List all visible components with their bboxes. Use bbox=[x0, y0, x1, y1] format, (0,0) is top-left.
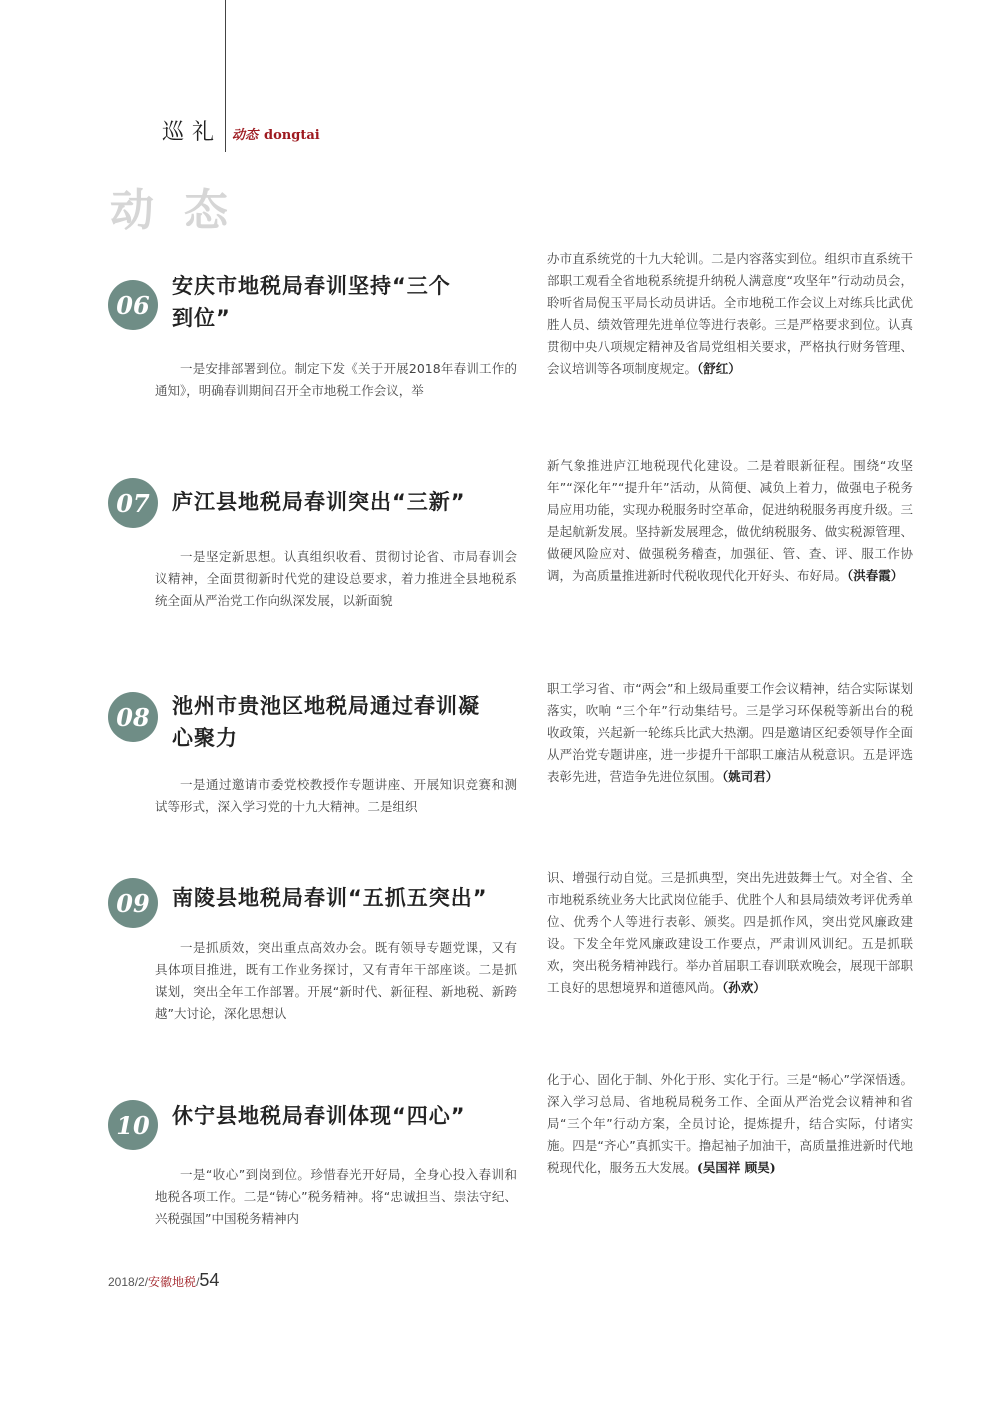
article-body-left: 一是安排部署到位。制定下发《关于开展2018年春训工作的通知》，明确春训期间召开全市地税工作会议，举 bbox=[155, 361, 517, 398]
article-body-left: 一是坚定新思想。认真组织收看、贯彻讨论省、市局春训会议精神，全面贯彻新时代党的建设总要求，着力推进全县地税系统全面从严治党工作向纵深发展，以新面貌 bbox=[155, 549, 517, 608]
article-body-right-text: 化于心、固化于制、外化于形、实化于行。三是“畅心”学深悟透。深入学习总局、省地税局税务工作、全面从严治党会议精神和省局“三个年”行动方案，全员讨论，提炼提升，结合实际，付诸实施。四是“齐心”真抓实干。撸起袖子加油干，高质量推进新时代地税现代化，服务五大发展。 bbox=[547, 1072, 913, 1175]
article-title-line: 庐江县地税局春训突出“三新” bbox=[172, 490, 466, 514]
article-author: （洪春霞） bbox=[847, 568, 904, 583]
article-number-badge: 08 bbox=[108, 692, 158, 742]
article-body-right-text: 职工学习省、市“两会”和上级局重要工作会议精神，结合实际谋划落实，吹响 “三个年”行动集结号。三是学习环保税等新出台的税收政策，兴起新一轮练兵比武大热潮。四是邀请区纪委领导作全面从严治党专题讲座，进一步提升干部职工廉洁从税意识。五是评选表彰先进，营造争先进位氛围。 bbox=[547, 681, 913, 784]
article-title bbox=[172, 882, 488, 914]
article-number-badge: 09 bbox=[108, 878, 158, 928]
article-title-line: 南陵县地税局春训“五抓五突出” bbox=[172, 886, 488, 910]
page-footer bbox=[108, 1270, 219, 1291]
header-divider bbox=[225, 0, 226, 152]
article-author: （姚司君） bbox=[722, 769, 779, 784]
article-number-badge: 10 bbox=[108, 1100, 158, 1150]
article-title bbox=[172, 270, 451, 334]
article-title bbox=[172, 1100, 466, 1132]
article-body-right bbox=[547, 678, 913, 788]
article-number-badge: 06 bbox=[108, 280, 158, 330]
article-body-right bbox=[547, 455, 913, 587]
section-label-en: dongtai bbox=[264, 128, 320, 143]
article-title-line: 安庆市地税局春训坚持“三个 bbox=[172, 274, 451, 298]
article-body-right-text: 新气象推进庐江地税现代化建设。二是着眼新征程。围绕“攻坚年”“深化年”“提升年”活动，从简便、减负上着力，做强电子税务局应用功能，实现办税服务时空革命，促进纳税服务再度升级。三是起航新发展。坚持新发展理念，做优纳税服务、做实税源管理、做硬风险应对、做强税务稽查，加强征、管、查、评、服工作协调，为高质量推进新时代税收现代化开好头、布好局。 bbox=[547, 458, 913, 583]
footer-magazine: 安徽地税 bbox=[148, 1275, 197, 1289]
article-author: （孙欢） bbox=[722, 980, 766, 995]
section-label-cn: 动态 bbox=[232, 128, 259, 143]
page-number: 54 bbox=[199, 1270, 220, 1290]
article-body-left: 一是通过邀请市委党校教授作专题讲座、开展知识竞赛和测试等形式，深入学习党的十九大精神。二是组织 bbox=[155, 777, 517, 814]
column-name: 巡礼 bbox=[162, 120, 223, 145]
article-title-line: 心聚力 bbox=[172, 726, 238, 750]
footer-separator: / bbox=[196, 1275, 200, 1289]
article-body-left: 一是抓质效，突出重点高效办会。既有领导专题党课，又有具体项目推进，既有工作业务探讨，又有青年干部座谈。二是抓谋划，突出全年工作部署。开展“新时代、新征程、新地税、新跨越”大讨论，深化思想认 bbox=[155, 940, 517, 1021]
section-big-title: 动态 bbox=[110, 185, 258, 236]
article-body-right-text: 识、增强行动自觉。三是抓典型，突出先进鼓舞士气。对全省、全市地税系统业务大比武岗位能手、优胜个人和县局绩效考评优秀单位、优秀个人等进行表彰、颁奖。四是抓作风，突出党风廉政建设。下发全年党风廉政建设工作要点，严肃训风训纪。五是抓联欢，突出税务精神践行。举办首届职工春训联欢晚会，展现干部职工良好的思想境界和道德风尚。 bbox=[547, 870, 913, 995]
article-body-right-text: 办市直系统党的十九大轮训。二是内容落实到位。组织市直系统干部职工观看全省地税系统提升纳税人满意度“攻坚年”行动动员会，聆听省局倪玉平局长动员讲话。全市地税工作会议上对练兵比武优胜人员、绩效管理先进单位等进行表彰。三是严格要求到位。认真贯彻中央八项规定精神及省局党组相关要求，严格执行财务管理、会议培训等各项制度规定。 bbox=[547, 251, 913, 376]
article-title bbox=[172, 690, 480, 754]
article-title-line: 休宁县地税局春训体现“四心” bbox=[172, 1104, 466, 1128]
article-body-right bbox=[547, 248, 913, 380]
article-title bbox=[172, 486, 466, 518]
article-author: (吴国祥 顾昊) bbox=[697, 1160, 776, 1175]
article-author: （舒红） bbox=[697, 361, 741, 376]
article-body-right bbox=[547, 1069, 913, 1179]
section-label bbox=[232, 124, 320, 143]
footer-issue: 2018/2/ bbox=[108, 1275, 149, 1289]
article-title-line: 到位” bbox=[172, 306, 231, 330]
article-body-right bbox=[547, 867, 913, 999]
article-number-badge: 07 bbox=[108, 478, 158, 528]
article-title-line: 池州市贵池区地税局通过春训凝 bbox=[172, 694, 480, 718]
article-body-left: 一是“收心”到岗到位。珍惜春光开好局，全身心投入春训和地税各项工作。二是“铸心”税务精神。将“忠诚担当、崇法守纪、兴税强国”中国税务精神内 bbox=[155, 1167, 517, 1226]
